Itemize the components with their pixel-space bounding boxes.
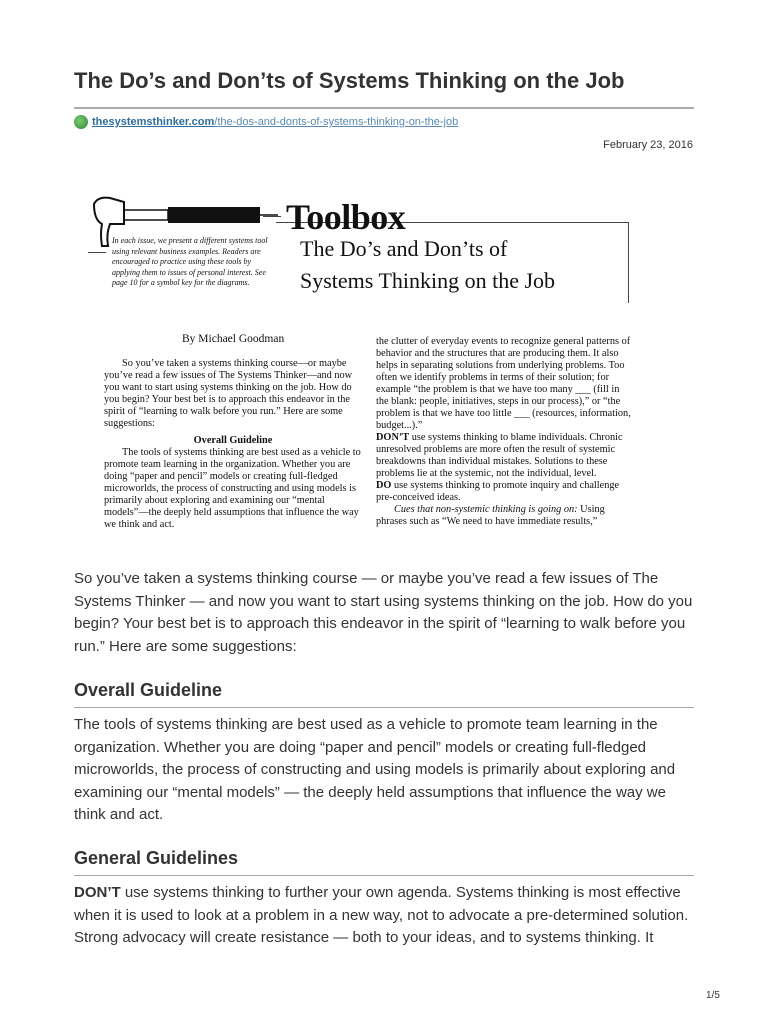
scan-left-column (104, 358, 362, 531)
heading-general-guidelines: General Guidelines (74, 848, 239, 868)
toolbox-rule (263, 216, 281, 217)
source-domain[interactable]: thesystemsthinker.com (92, 116, 215, 128)
scan-subheading: Overall Guideline (193, 435, 273, 446)
site-favicon-icon (74, 115, 88, 129)
scan-dont-paragraph (376, 432, 634, 480)
source-link[interactable] (74, 113, 458, 131)
scan-right-column (376, 336, 634, 528)
scan-intro: In each issue, we present a different systems tool using relevant business examples. Readers are encouraged to practice using these tools by applying them to issues of personal interest. See page 10 for a symbol key for the diagrams. (112, 236, 268, 287)
page-number: 1/5 (706, 990, 720, 1001)
scan-title-line-1: The Do’s and Don’ts of (300, 236, 508, 261)
scan-dont-text: use systems thinking to blame individuals. Chronic unresolved problems are more often the result of systemic breakdowns than individual mistakes. Solutions to these problems lie at the systemic, not the individual, level. (376, 432, 623, 479)
scanned-article-image (88, 186, 636, 558)
scan-body-paragraph: The tools of systems thinking are best used as a vehicle to promote team learning in the organization. Whether you are doing “paper and pencil” models or creating full-fledged microworlds, the process of constructing and using models is primarily about exploring and examining our “mental models”—the deeply held assumptions that influence the way we think and act. (104, 447, 361, 530)
intro-rule (88, 252, 106, 253)
intro-paragraph: So you’ve taken a systems thinking course — or maybe you’ve read a few issues of The Systems Thinker — and now you want to start using systems thinking on the job. How do you begin? Your best bet is to approach this endeavor in the spirit of “learning to walk before you run.” Here are some suggestions: (74, 570, 693, 655)
publish-date: February 23, 2016 (603, 139, 693, 151)
scan-cues-label: Cues that non-systemic thinking is going on: (394, 504, 578, 515)
scan-cues-paragraph (376, 504, 634, 528)
general-guidelines-paragraph (74, 882, 694, 950)
scan-cues-text: Using phrases such as “We need to have immediate results,” (376, 504, 605, 527)
scan-intro-paragraph: So you’ve taken a systems thinking course—or maybe you’ve read a few issues of The Systems Thinker—and now you want to start using systems thinking on the job. How do you begin? Your best bet is to approach this endeavor in the spirit of “learning to walk before you run.” Here are some suggestions: (104, 358, 353, 429)
scan-do-paragraph (376, 480, 634, 504)
toolbox-heading: Toolbox (286, 197, 406, 237)
scan-do-label: DO (376, 480, 392, 491)
source-path[interactable]: /the-dos-and-donts-of-systems-thinking-on-the-job (214, 116, 459, 128)
scan-title-line-2: Systems Thinking on the Job (300, 268, 556, 293)
page-title: The Do’s and Don’ts of Systems Thinking on the Job (74, 68, 625, 93)
overall-guideline-paragraph: The tools of systems thinking are best used as a vehicle to promote team learning in the organization. Whether you are doing “paper and pencil” models or creating full-fledged microworlds, the process of constructing and using models is primarily about exploring and examining our “mental models” — the deeply held assumptions that influence the way we think and act. (74, 716, 676, 823)
scan-right-paragraph: the clutter of everyday events to recognize general patterns of behavior and the structures that are producing them. It also helps in separating solutions from underlying problems. Too often we identify problems in terms of their solution; for example “the problem is that we have too many ___ (fill in the blank: people, initiatives, steps in our process),” or “the problem is that we have too little ___ (resources, information, budget...).” (376, 336, 631, 431)
heading-divider (74, 875, 694, 876)
dont-text: use systems thinking to further your own agenda. Systems thinking is most effective when it is used to look at a problem in a new way, not to advocate a pre-determined solution. Strong advocacy will create resistance — both to your ideas, and to systems thinking. It (74, 884, 689, 946)
heading-overall-guideline: Overall Guideline (74, 680, 223, 700)
scan-do-text: use systems thinking to promote inquiry and challenge pre-conceived ideas. (376, 480, 620, 503)
dont-label: DON’T (74, 884, 121, 901)
scan-dont-label: DON’T (376, 432, 410, 443)
title-divider (74, 107, 694, 109)
heading-divider (74, 707, 694, 708)
byline: By Michael Goodman (182, 333, 285, 345)
